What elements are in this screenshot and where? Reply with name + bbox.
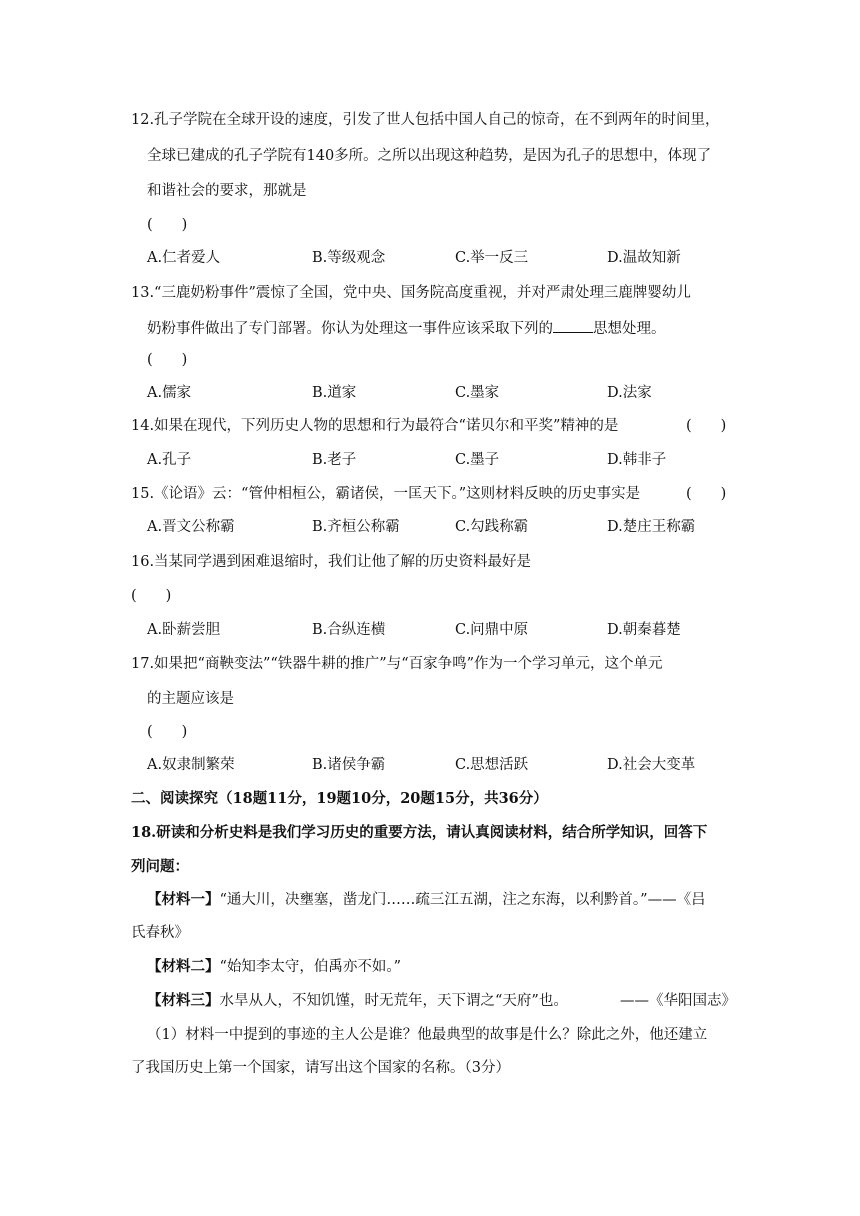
- q14-option-d: D.韩非子: [607, 452, 667, 468]
- q15-option-c: C.勾践称霸: [455, 519, 529, 535]
- material-2: [147, 957, 401, 977]
- q17-option-a: A.奴隶制繁荣: [147, 757, 235, 773]
- q18-line-1: 18.研读和分析史料是我们学习历史的重要方法，请认真阅读材料，结合所学知识，回答下: [131, 824, 708, 841]
- material-3: [147, 991, 568, 1011]
- material-3-text: 水旱从人，不知饥馑，时无荒年，天下谓之“天府”也。: [219, 993, 568, 1009]
- q13-line-1: 13.“三鹿奶粉事件”震惊了全国，党中央、国务院高度重视，并对严肃处理三鹿牌婴幼儿: [131, 285, 691, 301]
- q13-option-a: A.儒家: [147, 385, 192, 401]
- q14-option-b: B.老子: [312, 452, 357, 468]
- material-2-text: “始知李太守，伯禹亦不如。”: [219, 959, 402, 975]
- q15-paren: ( ): [686, 486, 727, 502]
- q13-option-d: D.法家: [607, 385, 652, 401]
- material-1-label: 【材料一】: [147, 891, 220, 908]
- q16-option-c: C.问鼎中原: [455, 622, 529, 638]
- q17-line-1: 17.如果把“商鞅变法”“铁器牛耕的推广”与“百家争鸣”作为一个学习单元，这个单元: [131, 656, 663, 672]
- sub-question-1-line-2: 了我国历史上第一个国家，请写出这个国家的名称。（3分）: [131, 1060, 510, 1076]
- q14-paren: ( ): [686, 418, 727, 434]
- q12-line-1: 12.孔子学院在全球开设的速度，引发了世人包括中国人自己的惊奇，在不到两年的时间里，: [131, 112, 720, 128]
- q13-line-2: [147, 318, 666, 339]
- q16-line-1: 16.当某同学遇到困难退缩时，我们让他了解的历史资料最好是: [131, 554, 532, 570]
- q15-option-b: B.齐桓公称霸: [312, 519, 400, 535]
- material-1: [147, 890, 706, 910]
- material-3-label: 【材料三】: [147, 992, 220, 1009]
- q17-option-d: D.社会大变革: [607, 757, 696, 773]
- q13-line-2-text: 奶粉事件做出了专门部署。你认为处理这一事件应该采取下列的: [147, 321, 553, 337]
- section-heading: 二、阅读探究（18题11分，19题10分，20题15分，共36分）: [131, 790, 548, 807]
- q17-option-c: C.思想活跃: [455, 757, 529, 773]
- q17-option-b: B.诸侯争霸: [312, 757, 386, 773]
- material-1-text: “通大川，决壅塞，凿龙门……疏三江五湖，注之东海，以利黔首。”——《吕: [219, 892, 706, 908]
- q18-line-2: 列问题：: [131, 858, 189, 875]
- material-3-source: ——《华阳国志》: [620, 993, 736, 1009]
- answer-blank: [553, 318, 593, 333]
- q17-paren: ( ): [147, 724, 188, 740]
- q13-option-c: C.墨家: [455, 385, 500, 401]
- material-1-cont: 氏春秋》: [131, 925, 189, 941]
- q13-line-2-tail: 思想处理。: [593, 321, 666, 337]
- q15-option-a: A.晋文公称霸: [147, 519, 235, 535]
- material-2-label: 【材料二】: [147, 958, 220, 975]
- q12-option-c: C.举一反三: [455, 250, 529, 266]
- q12-paren: ( ): [147, 217, 188, 233]
- q15-option-d: D.楚庄王称霸: [607, 519, 696, 535]
- q15-line-1: 15.《论语》云：“管仲相桓公，霸诸侯，一匡天下。”这则材料反映的历史事实是: [131, 486, 641, 502]
- q12-option-a: A.仁者爱人: [147, 250, 221, 266]
- q14-option-c: C.墨子: [455, 452, 500, 468]
- q16-option-a: A.卧薪尝胆: [147, 622, 221, 638]
- q12-line-3: 和谐社会的要求，那就是: [147, 183, 307, 199]
- q16-option-b: B.合纵连横: [312, 622, 386, 638]
- q14-option-a: A.孔子: [147, 452, 192, 468]
- q13-paren: ( ): [147, 352, 188, 368]
- q17-line-2: 的主题应该是: [147, 691, 234, 707]
- q13-option-b: B.道家: [312, 385, 357, 401]
- sub-question-1-line-1: （1）材料一中提到的事迹的主人公是谁？他最典型的故事是什么？除此之外，他还建立: [147, 1027, 708, 1043]
- q16-option-d: D.朝秦暮楚: [607, 622, 681, 638]
- q12-option-d: D.温故知新: [607, 250, 681, 266]
- q16-paren: ( ): [131, 588, 172, 604]
- q12-option-b: B.等级观念: [312, 250, 386, 266]
- q12-line-2: 全球已建成的孔子学院有140多所。之所以出现这种趋势，是因为孔子的思想中，体现了: [147, 148, 712, 164]
- q14-line-1: 14.如果在现代，下列历史人物的思想和行为最符合“诺贝尔和平奖”精神的是: [131, 418, 619, 434]
